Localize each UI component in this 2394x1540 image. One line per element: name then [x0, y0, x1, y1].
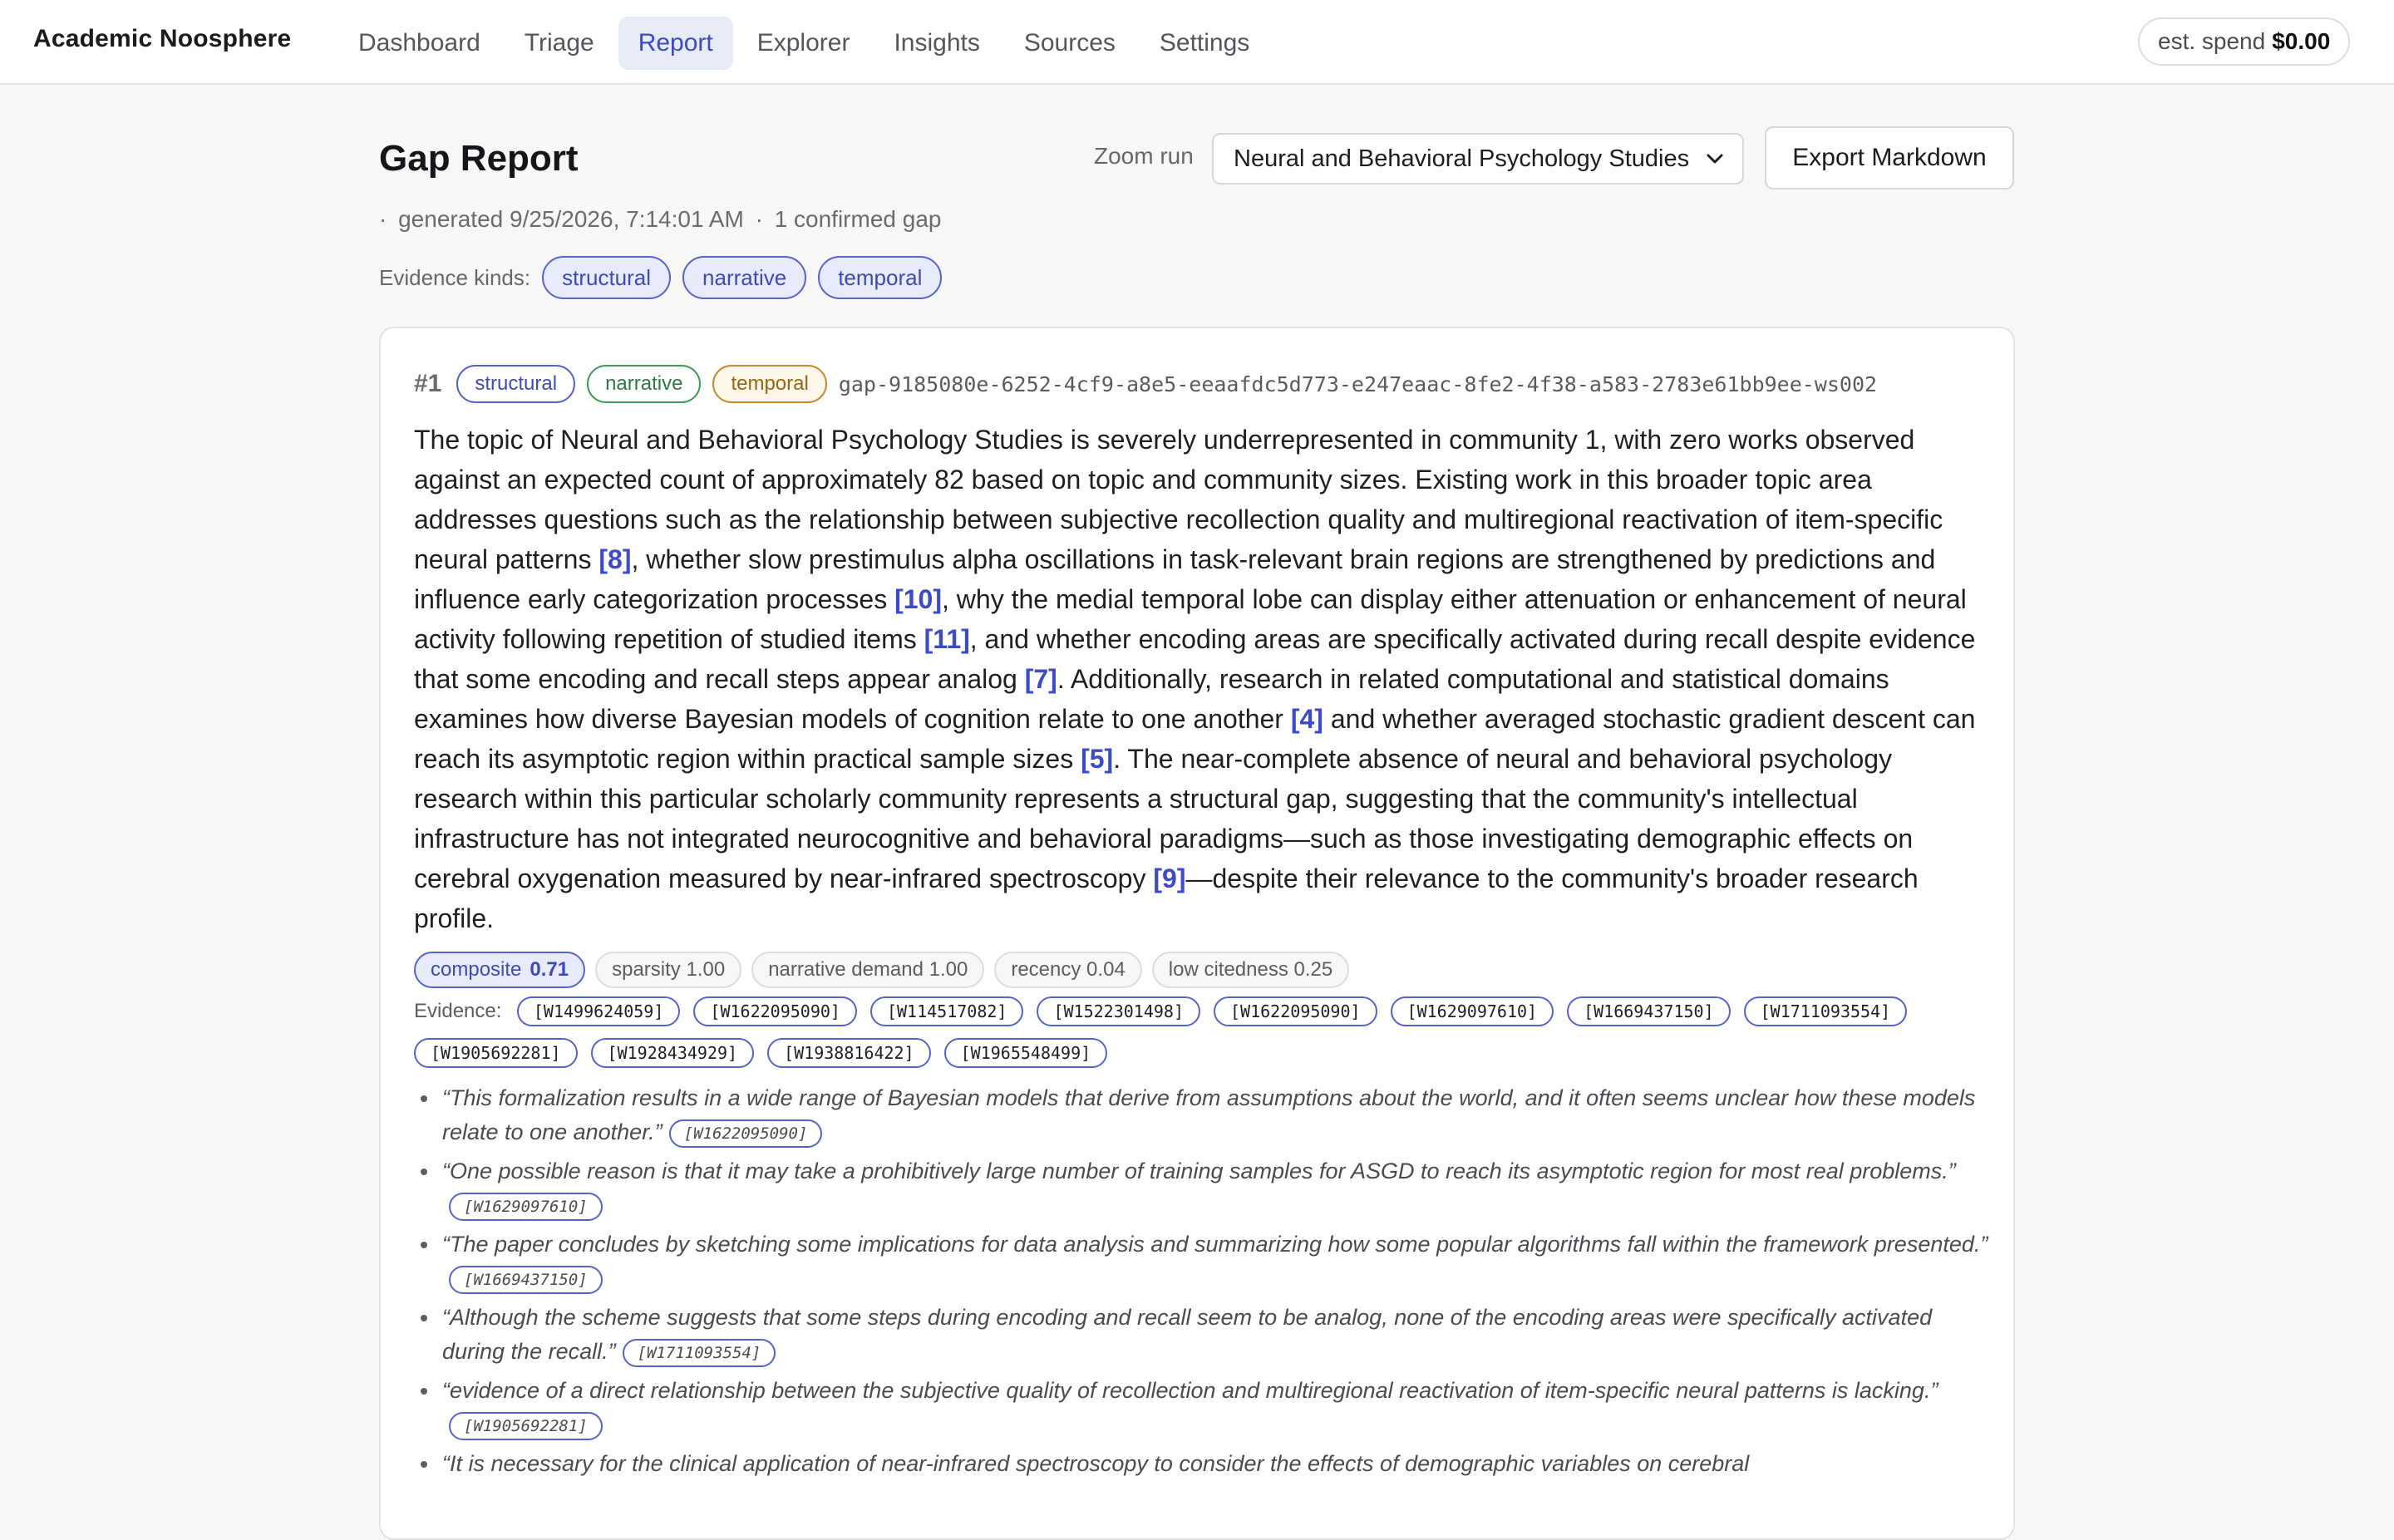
low-citedness-score: low citedness 0.25 — [1152, 952, 1349, 988]
citation-link[interactable]: [11] — [924, 624, 970, 654]
composite-value: 0.71 — [530, 958, 569, 981]
narrative-demand-score: narrative demand 1.00 — [751, 952, 984, 988]
evidence-chip[interactable]: [W1622095090] — [1214, 996, 1377, 1026]
evidence-quote — [414, 1447, 1993, 1481]
quote-source-chip[interactable]: [W1669437150] — [449, 1266, 603, 1294]
kind-filter-narrative[interactable]: narrative — [682, 256, 806, 299]
quote-text: “Although the scheme suggests that some steps during encoding and recall seem to be analog, none of the encoding areas were specifically activated during the recall.” — [442, 1305, 1933, 1364]
citation-link[interactable]: [10] — [894, 584, 942, 614]
spend-value: $0.00 — [2272, 28, 2331, 54]
evidence-chip[interactable]: [W114517082] — [870, 996, 1024, 1026]
evidence-label: Evidence: — [414, 1000, 502, 1022]
zoom-run-value: Neural and Behavioral Psychology Studies — [1234, 145, 1690, 172]
evidence-chip[interactable]: [W1622095090] — [693, 996, 857, 1026]
evidence-chip[interactable]: [W1629097610] — [1391, 996, 1554, 1026]
evidence-chip[interactable]: [W1669437150] — [1567, 996, 1731, 1026]
evidence-quote — [414, 1081, 1993, 1149]
nav-explorer[interactable]: Explorer — [756, 29, 850, 57]
recency-score: recency 0.04 — [994, 952, 1141, 988]
summary-text: . The near-complete absence of neural and behavioral psychology research within this particular scholarly community represents a structural gap, suggesting that the community's intellectual infrastructure has not integrated neurocognitive and behavioral paradigms—such as those investigating demographic effects on cerebral oxygenation measured by near-infrared spectroscopy — [414, 744, 1914, 893]
gap-card — [379, 327, 2015, 1540]
nav-sources[interactable]: Sources — [1023, 29, 1116, 57]
summary-text: , why the medial temporal lobe can display either attenuation or enhancement of neural activity following repetition of studied items — [414, 584, 1967, 654]
quote-text: “It is necessary for the clinical application of near-infrared spectroscopy to consider the effects of demographic variables on cerebral — [442, 1451, 1750, 1476]
evidence-kinds-label: Evidence kinds: — [379, 264, 531, 290]
nav-dashboard[interactable]: Dashboard — [358, 29, 480, 57]
sparsity-score: sparsity 1.00 — [595, 952, 741, 988]
evidence-chip[interactable]: [W1938816422] — [767, 1038, 931, 1068]
quote-source-chip[interactable]: [W1711093554] — [623, 1339, 776, 1367]
composite-score — [414, 952, 585, 988]
summary-text: . Additionally, research in related computational and statistical domains examines how diverse Bayesian models of cognition relate to one another — [414, 664, 1889, 734]
evidence-quote — [414, 1301, 1993, 1369]
evidence-quote — [414, 1374, 1993, 1442]
generated-timestamp: generated 9/25/2026, 7:14:01 AM — [398, 206, 744, 232]
gap-card-header — [414, 365, 1877, 403]
citation-link[interactable]: [7] — [1024, 664, 1057, 694]
kind-filter-structural[interactable]: structural — [542, 256, 671, 299]
summary-text: and whether averaged stochastic gradient descent can reach its asymptotic region within practical sample sizes — [414, 704, 1976, 774]
spend-label: est. spend — [2158, 28, 2266, 54]
citation-link[interactable]: [4] — [1290, 704, 1323, 734]
gap-tag-structural: structural — [456, 365, 575, 403]
main-nav — [338, 17, 1273, 70]
nav-triage[interactable]: Triage — [524, 29, 594, 57]
zoom-run-select[interactable] — [1212, 133, 1744, 185]
evidence-kinds — [379, 256, 953, 299]
top-navigation-bar — [0, 0, 2394, 85]
report-meta — [379, 206, 946, 233]
citation-link[interactable]: [8] — [598, 544, 632, 574]
quote-text: “evidence of a direct relationship between the subjective quality of recollection and multiregional reactivation of item-specific neural patterns is lacking.” — [442, 1378, 1938, 1403]
summary-text: The topic of Neural and Behavioral Psychology Studies is severely underrepresented in community 1, with zero works observed against an expected count of approximately 82 based on topic and community sizes. Existing work in this broader topic area addresses questions such as the relationship between subjective recollection quality and multiregional reactivation of item-specific neural patterns — [414, 425, 1943, 574]
nav-insights[interactable]: Insights — [894, 29, 980, 57]
quote-text: “This formalization results in a wide range of Bayesian models that derive from assumptions about the world, and it often seems unclear how these models relate to one another.” — [442, 1085, 1976, 1144]
composite-label: composite — [431, 958, 522, 981]
summary-text: , and whether encoding areas are specifically activated during recall despite evidence that some encoding and recall steps appear analog — [414, 624, 1976, 694]
quote-source-chip[interactable]: [W1629097610] — [449, 1193, 603, 1221]
summary-text: —despite their relevance to the community's broader research profile. — [414, 863, 1919, 933]
meta-prefix: · — [379, 206, 387, 232]
evidence-chip[interactable]: [W1522301498] — [1037, 996, 1200, 1026]
gap-tag-narrative: narrative — [587, 365, 701, 403]
citation-link[interactable]: [5] — [1081, 744, 1114, 774]
evidence-chip[interactable]: [W1928434929] — [591, 1038, 755, 1068]
quote-source-chip[interactable]: [W1622095090] — [669, 1119, 823, 1148]
gap-rank: #1 — [414, 370, 442, 397]
quote-source-chip[interactable]: [W1905692281] — [449, 1412, 603, 1440]
page-title: Gap Report — [379, 138, 579, 179]
nav-report[interactable]: Report — [618, 17, 733, 70]
evidence-chip[interactable]: [W1905692281] — [414, 1038, 578, 1068]
quote-text: “One possible reason is that it may take a prohibitively large number of training samples for ASGD to reach its asymptotic region for most real problems.” — [442, 1159, 1956, 1183]
kind-filter-temporal[interactable]: temporal — [818, 256, 942, 299]
meta-separator: · — [755, 206, 763, 232]
score-row — [414, 952, 1359, 988]
evidence-chip[interactable]: [W1965548499] — [944, 1038, 1108, 1068]
export-markdown-button[interactable]: Export Markdown — [1765, 126, 2014, 189]
citation-link[interactable]: [9] — [1153, 863, 1186, 893]
app-brand[interactable]: Academic Noosphere — [33, 25, 292, 52]
evidence-chip[interactable]: [W1499624059] — [517, 996, 681, 1026]
gap-tag-temporal: temporal — [712, 365, 826, 403]
chevron-down-icon — [1702, 146, 1727, 171]
spend-badge — [2138, 17, 2350, 66]
evidence-quote — [414, 1154, 1993, 1223]
evidence-quote — [414, 1228, 1993, 1296]
evidence-list — [414, 996, 1993, 1080]
evidence-chip[interactable]: [W1711093554] — [1744, 996, 1908, 1026]
zoom-run-label: Zoom run — [1094, 143, 1194, 169]
gap-summary — [414, 420, 1993, 938]
quote-list — [414, 1081, 1993, 1486]
confirmed-gap-count: 1 confirmed gap — [774, 206, 942, 232]
quote-text: “The paper concludes by sketching some implications for data analysis and summarizing how some popular algorithms fall within the framework presented.” — [442, 1232, 1988, 1257]
summary-text: , whether slow prestimulus alpha oscillations in task-relevant brain regions are strengthened by predictions and influence early categorization processes — [414, 544, 1936, 614]
nav-settings[interactable]: Settings — [1159, 29, 1250, 57]
gap-id: gap-9185080e-6252-4cf9-a8e5-eeaafdc5d773-e247eaac-8fe2-4f38-a583-2783e61bb9ee-ws002 — [838, 371, 1878, 396]
